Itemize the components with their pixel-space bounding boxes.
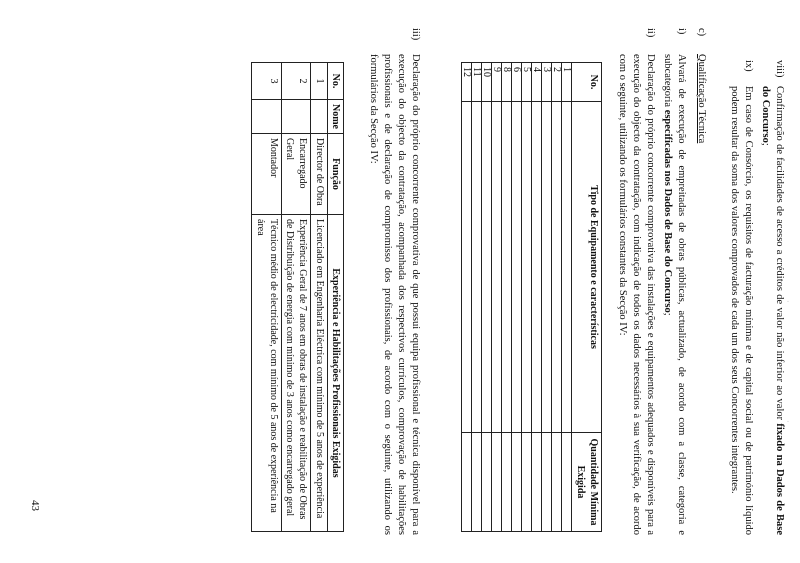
cell-no: 9 xyxy=(492,63,502,102)
cell-nome xyxy=(281,100,311,134)
cell-quantidade xyxy=(512,433,522,532)
item-text: Em caso de Consórcio, os requisitos de facturação mínima e de capital social ou de património líquido podem resultar da soma dos valores comprovados de cada um dos seus Concorrentes integrantes. xyxy=(729,86,755,535)
table-row xyxy=(562,63,572,532)
item-marker: iii) xyxy=(410,28,421,41)
table-row xyxy=(502,63,512,532)
cell-no: 11 xyxy=(472,63,482,102)
equipment-table-body xyxy=(462,63,572,532)
scan-speck: · xyxy=(783,420,792,423)
item-c-i xyxy=(660,28,688,535)
cell-no: 4 xyxy=(532,63,542,102)
equipment-table-wrap xyxy=(461,62,602,532)
cell-no: 2 xyxy=(552,63,562,102)
cell-tipo xyxy=(482,102,492,433)
cell-no: 10 xyxy=(482,63,492,102)
cell-no: 3 xyxy=(542,63,552,102)
col-header-tipo: Tipo de Equipamento e características xyxy=(572,102,602,433)
cell-no: 6 xyxy=(512,63,522,102)
cell-tipo xyxy=(472,102,482,433)
item-marker: ii) xyxy=(645,28,657,38)
item-text: Declaração do próprio concorrente comprovativa de que possui equipa profissional e técnica disponível para a execução do objecto da contratação, acompanhada dos respectivos currículos, comprovação de habilitações profissionais e de declaração de compromisso dos profissionais, de acordo com o seguinte, utilizando os formulários da Secção IV: xyxy=(368,54,421,535)
col-header-quantidade: Quantidade Mínima Exigida xyxy=(572,433,602,532)
section-title: Qualificação Técnica xyxy=(696,54,707,144)
section-c-item-iii xyxy=(363,28,422,535)
cell-tipo xyxy=(512,102,522,433)
table-row xyxy=(252,63,282,532)
cell-funcao: Montador xyxy=(252,134,282,215)
cell-no: 1 xyxy=(311,63,327,100)
table-header-row xyxy=(327,63,343,532)
item-marker: i) xyxy=(676,28,687,35)
table-row xyxy=(532,63,542,532)
table-row xyxy=(542,63,552,532)
table-row xyxy=(482,63,492,532)
cell-experiencia: Técnico médio de electricidade, com mínimo de 5 anos de experiência na área xyxy=(252,215,282,532)
section-label: c) xyxy=(696,28,707,37)
item-c-ii xyxy=(615,28,657,535)
cell-tipo xyxy=(552,102,562,433)
col-header-no: No. xyxy=(572,63,602,102)
cell-tipo xyxy=(522,102,532,433)
cell-no: 12 xyxy=(462,63,472,102)
cell-no: 2 xyxy=(281,63,311,100)
cell-experiencia: Licenciado em Engenharia Eléctrica com mínimo de 5 anos de experiência xyxy=(311,215,327,532)
section-heading xyxy=(694,28,708,143)
cell-quantidade xyxy=(532,433,542,532)
cell-funcao: Director de Obra xyxy=(311,134,327,215)
col-header-no: No. xyxy=(327,63,343,100)
table-row xyxy=(552,63,562,532)
cell-no: 3 xyxy=(252,63,282,100)
table-row xyxy=(281,63,311,532)
table-row xyxy=(522,63,532,532)
item-ix xyxy=(727,60,755,535)
cell-quantidade xyxy=(482,433,492,532)
table-header-row xyxy=(572,63,602,532)
item-c-iii xyxy=(366,28,422,535)
cell-quantidade xyxy=(542,433,552,532)
page-number: 43 xyxy=(29,500,41,511)
bold-phrase: fixado na Dados de Base do Concurso xyxy=(760,86,785,535)
cell-quantidade xyxy=(462,433,472,532)
col-header-nome: Nome xyxy=(327,100,343,134)
item-marker: ix) xyxy=(743,60,755,72)
item-viii xyxy=(758,60,786,535)
item-text: Confirmação de facilidades de acesso a créditos de valor não inferior ao valor fixado na Dados de Base do Concurso; xyxy=(760,86,785,535)
personnel-table-wrap xyxy=(251,62,344,532)
cell-quantidade xyxy=(552,433,562,532)
cell-quantidade xyxy=(492,433,502,532)
cell-nome xyxy=(311,100,327,134)
cell-experiencia: Experiência Geral de 7 anos em obras de instalação e reabilitação de Obras de Distribuição de energia com mínimo de 3 anos como encarregado geral xyxy=(281,215,311,532)
cell-quantidade xyxy=(522,433,532,532)
cell-quantidade xyxy=(472,433,482,532)
cell-tipo xyxy=(562,102,572,433)
table-row xyxy=(512,63,522,532)
cell-tipo xyxy=(492,102,502,433)
col-header-experiencia: Experiência e Habilitações Profissionais Exigidas xyxy=(327,215,343,532)
cell-nome xyxy=(252,100,282,134)
table-row xyxy=(311,63,327,532)
item-marker: viii) xyxy=(774,60,785,78)
table-row xyxy=(462,63,472,532)
item-text: Alvará de execução de empreitadas de obras públicas, actualizado, de acordo com a classe, categoria e subcategoria especificadas nos Dados de Base do Concurso; xyxy=(662,54,687,535)
cell-quantidade xyxy=(562,433,572,532)
table-row xyxy=(492,63,502,532)
cell-tipo xyxy=(462,102,472,433)
equipment-table xyxy=(461,62,602,532)
cell-tipo xyxy=(542,102,552,433)
cell-tipo xyxy=(532,102,542,433)
cell-funcao: Encarregado Geral xyxy=(281,134,311,215)
personnel-table xyxy=(251,62,344,532)
cell-no: 5 xyxy=(522,63,532,102)
item-text: Declaração do próprio concorrente comprovativa das instalações e equipamentos adequados e disponíveis para a execução do objecto da contratação, com indicação de todos os dados necessários à sua verificação, de acordo com o seguinte, utilizando os formulários constantes da Secção IV: xyxy=(617,54,657,535)
cell-no: 1 xyxy=(562,63,572,102)
personnel-table-body xyxy=(252,63,327,532)
table-row xyxy=(472,63,482,532)
bold-phrase: especificadas nos Dados de Base do Concurso xyxy=(662,109,674,313)
col-header-funcao: Função xyxy=(327,134,343,215)
section-c-items xyxy=(612,28,688,535)
top-items xyxy=(724,60,786,535)
cell-quantidade xyxy=(502,433,512,532)
cell-no: 8 xyxy=(502,63,512,102)
cell-tipo xyxy=(502,102,512,433)
scan-speck: · xyxy=(783,300,792,303)
